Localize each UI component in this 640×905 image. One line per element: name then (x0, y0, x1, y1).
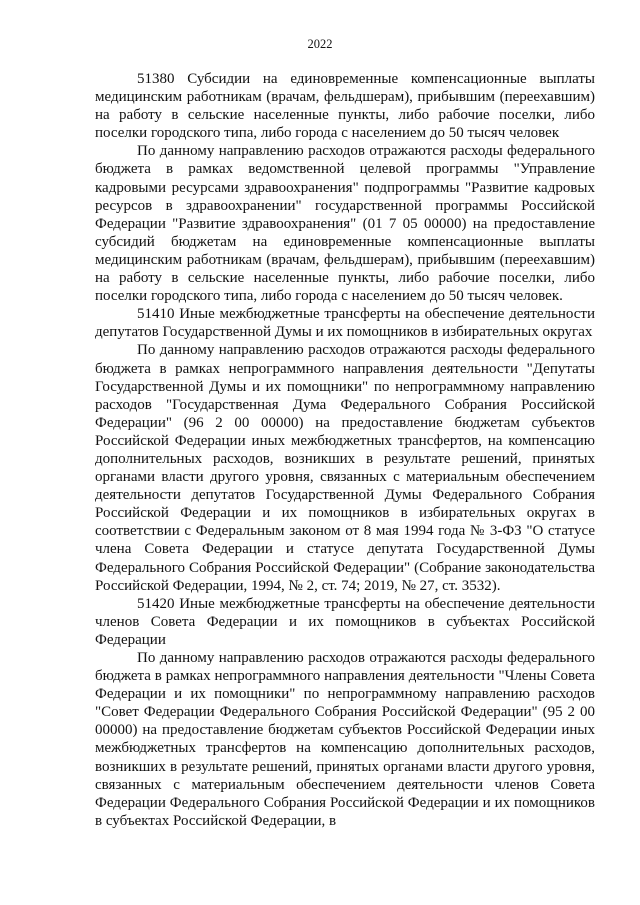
paragraph-51420-description: По данному направлению расходов отражаются расходы федерального бюджета в рамках непрограммного направления деятельности "Члены Совета Федерации и их помощники" по непрограммному направлению расходов "Совет Федерации Федерального Собрания Российской Федерации" (95 2 00 00000) на предоставление бюджетам субъектов Российской Федерации иных межбюджетных трансфертов на компенсацию дополнительных расходов, возникших в результате решений, принятых органами власти другого уровня, связанных с материальным обеспечением деятельности членов Совета Федерации Федерального Собрания Российской Федерации и их помощников в субъектах Российской Федерации, в (95, 650, 595, 829)
section-heading-51420: 51420 Иные межбюджетные трансферты на обеспечение деятельности членов Совета Федерации и их помощников в субъектах Российской Федерации (95, 595, 595, 648)
section-heading-51380: 51380 Субсидии на единовременные компенсационные выплаты медицинским работникам (врачам, фельдшерам), прибывшим (переехавшим) на работу в сельские населенные пункты, либо рабочие поселки, либо поселки городского типа, либо города с населением до 50 тысяч человек (95, 71, 595, 142)
document-body (95, 70, 595, 830)
paragraph-51380-description: По данному направлению расходов отражаются расходы федерального бюджета в рамках ведомственной целевой программы "Управление кадровыми ресурсами здравоохранения" подпрограммы "Развитие кадровых ресурсов в здравоохранении" государственной программы Российской Федерации "Развитие здравоохранения" (01 7 05 00000) на предоставление субсидий бюджетам на единовременные компенсационные выплаты медицинским работникам (врачам, фельдшерам), прибывшим (переехавшим) на работу в сельские населенные пункты, либо рабочие поселки, либо поселки городского типа, либо города с населением до 50 тысяч человек. (95, 143, 595, 305)
page-number: 2022 (307, 37, 333, 51)
section-heading-51410: 51410 Иные межбюджетные трансферты на обеспечение деятельности депутатов Государственной Думы и их помощников в избирательных округах (95, 306, 595, 341)
paragraph-51410-description: По данному направлению расходов отражаются расходы федерального бюджета в рамках непрограммного направления деятельности "Депутаты Государственной Думы и их помощники" по непрограммному направлению расходов "Государственная Дума Федерального Собрания Российской Федерации" (96 2 00 00000) на предоставление бюджетам субъектов Российской Федерации иных межбюджетных трансфертов, на компенсацию дополнительных расходов, возникших в результате решений, принятых органами власти другого уровня, связанных с материальным обеспечением деятельности депутатов Государственной Думы Федерального Собрания Российской Федерации и их помощников в избирательных округах в соответствии с Федеральным законом от 8 мая 1994 года № 3-ФЗ "О статусе члена Совета Федерации и статусе депутата Государственной Думы Федерального Собрания Российской Федерации" (Собрание законодательства Российской Федерации, 1994, № 2, ст. 74; 2019, № 27, ст. 3532). (95, 342, 595, 594)
